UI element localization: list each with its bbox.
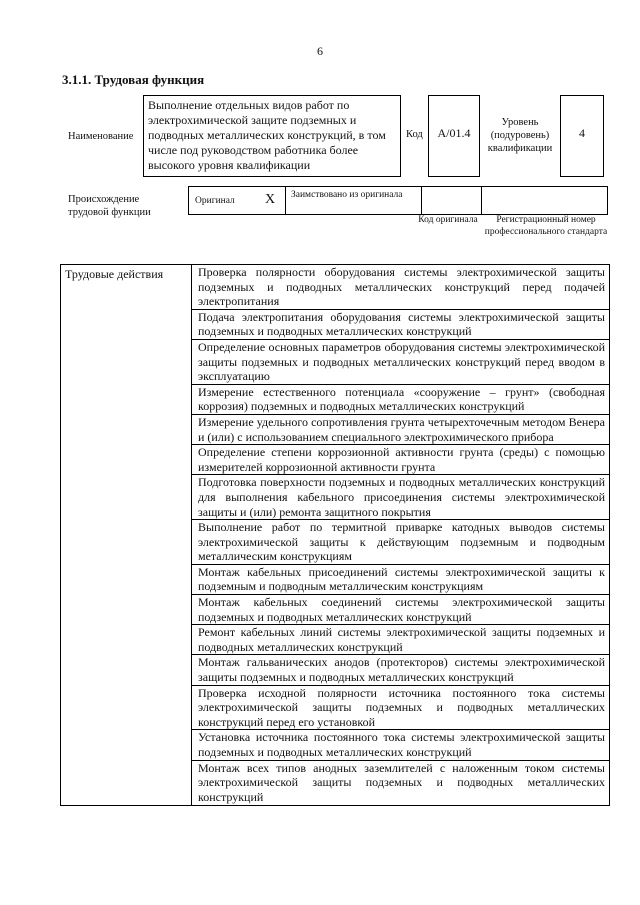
labor-action-item: Монтаж кабельных соединений системы электрохимической защиты подземных и подводных металлических конструкций	[192, 595, 610, 625]
original-code-caption: Код оригинала	[418, 215, 478, 225]
level-label: Уровень (подуровень) квалификации	[487, 117, 553, 154]
labor-action-item: Подготовка поверхности подземных и подводных металлических конструкций для выполнения кабельного присоединения системы электрохимической защиты и (или) ремонта защитного покрытия	[192, 475, 610, 520]
labor-action-item: Выполнение работ по термитной приварке катодных выводов системы электрохимической защиты к действующим подземным и подводным металлическим конструкциям	[192, 520, 610, 565]
labor-action-item: Подача электропитания оборудования системы электрохимической защиты подземных и подводных металлических конструкций	[192, 309, 610, 339]
labor-action-item: Измерение удельного сопротивления грунта четырехточечным методом Венера и (или) с использованием специального электрохимического прибора	[192, 414, 610, 444]
table-row	[61, 265, 610, 310]
name-label: Наименование	[68, 131, 134, 142]
labor-action-item: Ремонт кабельных линий системы электрохимической защиты подземных и подводных металлических конструкций	[192, 625, 610, 655]
code-label: Код	[406, 129, 423, 140]
name-value: Выполнение отдельных видов работ по электрохимической защите подземных и подводных металлических конструкций, в том числе под руководством работника более высокого уровня квалификации	[148, 98, 386, 172]
code-value: А/01.4	[437, 126, 471, 140]
labor-action-item: Установка источника постоянного тока системы электрохимической защиты подземных и подводных металлических конструкций	[192, 730, 610, 760]
original-label: Оригинал	[195, 196, 235, 206]
origin-label: Происхождение трудовой функции	[68, 194, 151, 218]
reg-number-caption: Регистрационный номер профессионального стандарта	[484, 215, 608, 237]
labor-actions-table	[60, 264, 610, 806]
labor-action-item: Проверка полярности оборудования системы электрохимической защиты подземных и подводных металлических конструкций перед подачей электропитания	[192, 265, 610, 310]
section-title: 3.1.1. Трудовая функция	[62, 72, 205, 87]
page-number: 6	[317, 44, 323, 58]
labor-action-item: Монтаж всех типов анодных заземлителей с наложенным током системы электрохимической защиты подземных и подводных металлических конструкций	[192, 760, 610, 806]
divider	[481, 187, 482, 214]
labor-actions-heading: Трудовые действия	[61, 265, 192, 806]
labor-action-item: Определение основных параметров оборудования системы электрохимической защиты подземных и подводных металлических конструкций перед вводом в эксплуатацию	[192, 339, 610, 384]
divider	[421, 187, 422, 214]
labor-action-item: Монтаж кабельных присоединений системы электрохимической защиты к подземным и подводным металлическим конструкциям	[192, 564, 610, 594]
level-value: 4	[579, 126, 585, 140]
labor-action-item: Проверка исходной полярности источника постоянного тока системы электрохимической защиты подземных и подводных металлических конструкций перед его установкой	[192, 685, 610, 730]
labor-action-item: Измерение естественного потенциала «сооружение – грунт» (свободная коррозия) подземных и подводных металлических конструкций	[192, 384, 610, 414]
labor-action-item: Определение степени коррозионной активности грунта (среды) с помощью измерителей коррозионной активности грунта	[192, 445, 610, 475]
code-value-box	[428, 95, 480, 177]
labor-action-item: Монтаж гальванических анодов (протекторов) системы электрохимической защиты подземных и подводных металлических конструкций	[192, 655, 610, 685]
level-value-box	[560, 95, 604, 177]
borrowed-label: Заимствовано из оригинала	[291, 190, 403, 200]
origin-table	[188, 186, 608, 215]
name-value-box	[143, 95, 401, 177]
divider	[285, 187, 286, 214]
original-mark: Х	[265, 192, 276, 207]
